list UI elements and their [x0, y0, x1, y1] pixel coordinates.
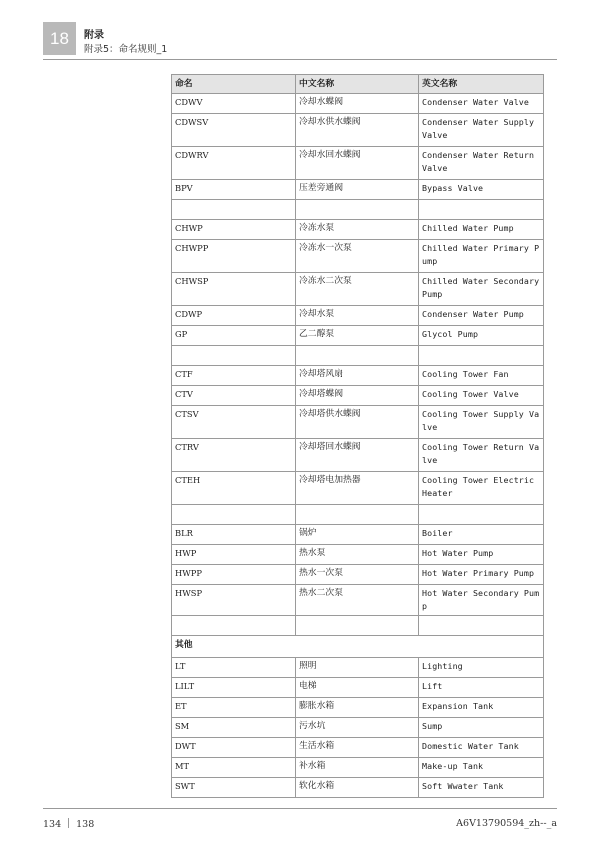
- table-cell-empty: [172, 200, 296, 220]
- table-header-row: [172, 75, 544, 94]
- table-row: [172, 406, 544, 439]
- header-divider: [43, 59, 557, 60]
- table-row: [172, 326, 544, 346]
- cell-chinese-name: 热水二次泵: [296, 585, 419, 616]
- cell-english-name: Boiler: [419, 525, 544, 545]
- table-cell-empty: [296, 200, 419, 220]
- cell-code: CTRV: [172, 439, 296, 472]
- table-row: [172, 525, 544, 545]
- cell-chinese-name: 冷却水供水蝶阀: [296, 114, 419, 147]
- cell-code: CDWV: [172, 94, 296, 114]
- table-row: [172, 439, 544, 472]
- column-header-chinese-name: 中文名称: [296, 75, 419, 94]
- table-spacer-row: [172, 505, 544, 525]
- cell-code: CTF: [172, 366, 296, 386]
- cell-code: BPV: [172, 180, 296, 200]
- table-cell-empty: [419, 346, 544, 366]
- table-cell-empty: [172, 346, 296, 366]
- table-row: [172, 472, 544, 505]
- cell-english-name: Domestic Water Tank: [419, 738, 544, 758]
- cell-english-name: Lift: [419, 678, 544, 698]
- cell-chinese-name: 冷却塔供水蝶阀: [296, 406, 419, 439]
- cell-chinese-name: 冷冻水一次泵: [296, 240, 419, 273]
- table-row: [172, 585, 544, 616]
- cell-english-name: Soft Wwater Tank: [419, 778, 544, 798]
- cell-code: CDWP: [172, 306, 296, 326]
- cell-code: CHWSP: [172, 273, 296, 306]
- cell-chinese-name: 冷冻水二次泵: [296, 273, 419, 306]
- cell-english-name: Expansion Tank: [419, 698, 544, 718]
- cell-code: CTEH: [172, 472, 296, 505]
- cell-code: SM: [172, 718, 296, 738]
- cell-code: CTSV: [172, 406, 296, 439]
- cell-code: HWPP: [172, 565, 296, 585]
- cell-chinese-name: 冷却水回水蝶阀: [296, 147, 419, 180]
- table-spacer-row: [172, 346, 544, 366]
- cell-chinese-name: 压差旁通阀: [296, 180, 419, 200]
- table-cell-empty: [172, 616, 296, 636]
- table-row: [172, 545, 544, 565]
- table-row: [172, 386, 544, 406]
- cell-code: SWT: [172, 778, 296, 798]
- cell-code: CHWP: [172, 220, 296, 240]
- document-id: A6V13790594_zh--_a: [456, 818, 557, 829]
- table-row: [172, 180, 544, 200]
- cell-code: LILT: [172, 678, 296, 698]
- cell-chinese-name: 膨胀水箱: [296, 698, 419, 718]
- cell-chinese-name: 污水坑: [296, 718, 419, 738]
- cell-code: BLR: [172, 525, 296, 545]
- footer-divider: [43, 808, 557, 809]
- cell-english-name: Hot Water Secondary Pump: [419, 585, 544, 616]
- table-row: [172, 94, 544, 114]
- cell-english-name: Condenser Water Supply Valve: [419, 114, 544, 147]
- column-header-code: 命名: [172, 75, 296, 94]
- table-row: [172, 778, 544, 798]
- cell-code: CDWRV: [172, 147, 296, 180]
- page-total: 138: [76, 819, 95, 830]
- table-row: [172, 306, 544, 326]
- cell-english-name: Chilled Water Pump: [419, 220, 544, 240]
- cell-code: MT: [172, 758, 296, 778]
- cell-english-name: Lighting: [419, 658, 544, 678]
- table-row: [172, 114, 544, 147]
- table-spacer-row: [172, 200, 544, 220]
- table-cell-empty: [296, 616, 419, 636]
- table-cell-empty: [419, 616, 544, 636]
- cell-chinese-name: 锅炉: [296, 525, 419, 545]
- cell-chinese-name: 冷却水蝶阀: [296, 94, 419, 114]
- cell-code: LT: [172, 658, 296, 678]
- table-cell-empty: [419, 505, 544, 525]
- cell-chinese-name: 乙二醇泵: [296, 326, 419, 346]
- chapter-number: 18: [50, 28, 69, 48]
- cell-english-name: Cooling Tower Return Valve: [419, 439, 544, 472]
- table-cell-empty: [419, 200, 544, 220]
- cell-english-name: Sump: [419, 718, 544, 738]
- cell-english-name: Chilled Water Secondary Pump: [419, 273, 544, 306]
- page-indicator: [43, 818, 94, 830]
- cell-english-name: Hot Water Pump: [419, 545, 544, 565]
- cell-code: CDWSV: [172, 114, 296, 147]
- cell-english-name: Cooling Tower Electric Heater: [419, 472, 544, 505]
- cell-chinese-name: 冷却塔回水蝶阀: [296, 439, 419, 472]
- header-title: 附录: [84, 30, 104, 41]
- table-row: [172, 220, 544, 240]
- table-row: [172, 565, 544, 585]
- section-label: 其他: [172, 636, 544, 658]
- cell-chinese-name: 冷却塔风扇: [296, 366, 419, 386]
- table-cell-empty: [296, 505, 419, 525]
- naming-rules-table: [171, 74, 544, 798]
- table-spacer-row: [172, 616, 544, 636]
- cell-english-name: Cooling Tower Supply Valve: [419, 406, 544, 439]
- cell-english-name: Condenser Water Valve: [419, 94, 544, 114]
- cell-chinese-name: 冷却塔蝶阀: [296, 386, 419, 406]
- cell-chinese-name: 照明: [296, 658, 419, 678]
- table-row: [172, 738, 544, 758]
- cell-chinese-name: 电梯: [296, 678, 419, 698]
- cell-code: ET: [172, 698, 296, 718]
- cell-english-name: Make-up Tank: [419, 758, 544, 778]
- page-current: 134: [43, 819, 62, 830]
- cell-chinese-name: 冷却水泵: [296, 306, 419, 326]
- cell-english-name: Condenser Water Pump: [419, 306, 544, 326]
- cell-chinese-name: 热水一次泵: [296, 565, 419, 585]
- table-row: [172, 718, 544, 738]
- cell-code: CHWPP: [172, 240, 296, 273]
- cell-english-name: Condenser Water Return Valve: [419, 147, 544, 180]
- cell-code: CTV: [172, 386, 296, 406]
- cell-english-name: Cooling Tower Valve: [419, 386, 544, 406]
- cell-code: GP: [172, 326, 296, 346]
- table-row: [172, 758, 544, 778]
- table-row: [172, 240, 544, 273]
- cell-english-name: Glycol Pump: [419, 326, 544, 346]
- cell-english-name: Bypass Valve: [419, 180, 544, 200]
- column-header-english-name: 英文名称: [419, 75, 544, 94]
- cell-code: HWSP: [172, 585, 296, 616]
- table-cell-empty: [296, 346, 419, 366]
- header-subtitle: 附录5：命名规则_1: [84, 44, 168, 55]
- chapter-number-badge: [43, 22, 76, 55]
- table-row: [172, 273, 544, 306]
- cell-english-name: Hot Water Primary Pump: [419, 565, 544, 585]
- table-row: [172, 658, 544, 678]
- cell-english-name: Chilled Water Primary Pump: [419, 240, 544, 273]
- cell-code: HWP: [172, 545, 296, 565]
- cell-chinese-name: 冷却塔电加热器: [296, 472, 419, 505]
- page-separator: [68, 818, 69, 828]
- cell-chinese-name: 冷冻水泵: [296, 220, 419, 240]
- cell-code: DWT: [172, 738, 296, 758]
- cell-english-name: Cooling Tower Fan: [419, 366, 544, 386]
- cell-chinese-name: 补水箱: [296, 758, 419, 778]
- table-row: [172, 147, 544, 180]
- cell-chinese-name: 热水泵: [296, 545, 419, 565]
- table-section-row: [172, 636, 544, 658]
- table-row: [172, 698, 544, 718]
- cell-chinese-name: 软化水箱: [296, 778, 419, 798]
- table-cell-empty: [172, 505, 296, 525]
- table-body: [172, 94, 544, 798]
- cell-chinese-name: 生活水箱: [296, 738, 419, 758]
- table-row: [172, 678, 544, 698]
- table-row: [172, 366, 544, 386]
